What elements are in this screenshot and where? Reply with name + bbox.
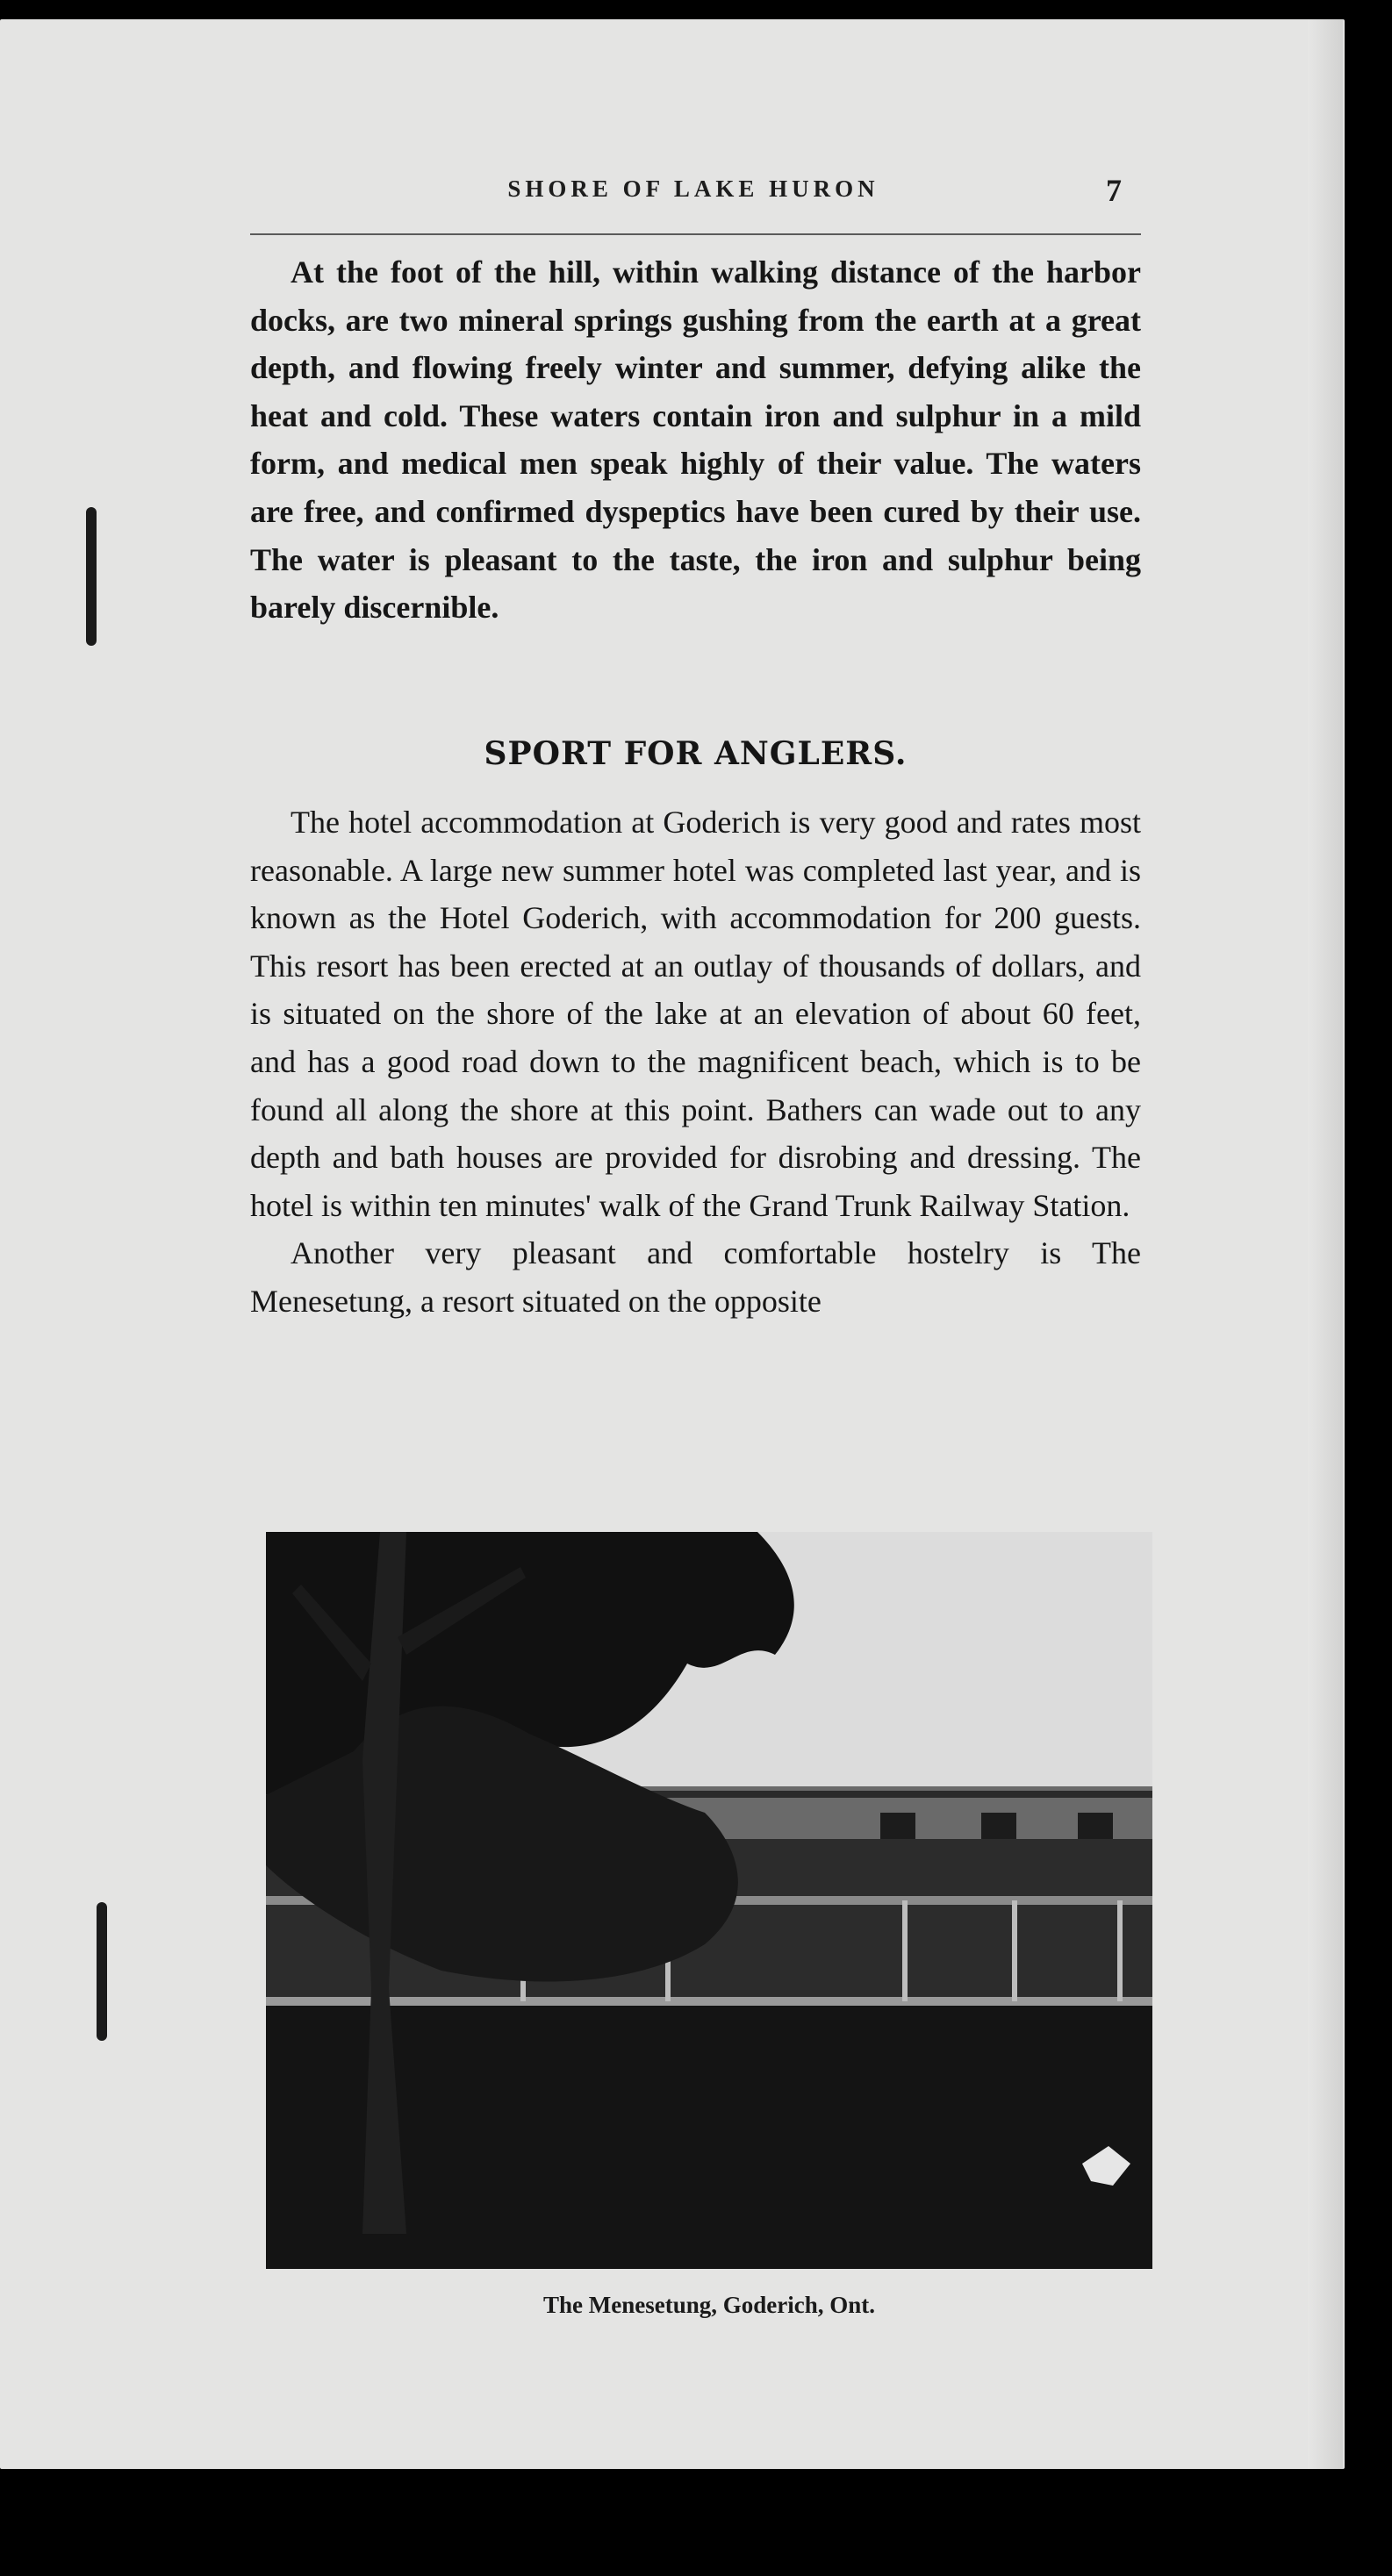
- section-heading: SPORT FOR ANGLERS.: [484, 735, 908, 772]
- paragraph-menesetung: Another very pleasant and comfortable hostelry is The Menesetung, a resort situated on the opposite: [250, 1235, 1141, 1319]
- body-text-top: [250, 248, 1141, 632]
- page-number: 7: [1106, 173, 1122, 208]
- binding-mark-upper: [86, 507, 97, 646]
- photo-illustration: [266, 1532, 1152, 2269]
- header-rule: [250, 233, 1141, 235]
- binding-mark-lower: [97, 1902, 107, 2041]
- body-text-bottom: [250, 798, 1141, 1326]
- photo-caption: The Menesetung, Goderich, Ont.: [543, 2292, 875, 2318]
- paragraph-mineral-springs: At the foot of the hill, within walking distance of the harbor docks, are two mineral springs gushing from the earth at a great depth, and flowing freely winter and summer, defying alike the heat and cold. These waters contain iron and sulphur in a mild form, and medical men speak highly of their value. The waters are free, and confirmed dyspeptics have been cured by their use. The water is pleasant to the taste, the iron and sulphur being barely discernible.: [250, 254, 1141, 626]
- running-head: SHORE OF LAKE HURON: [507, 175, 879, 202]
- hotel-photograph: [266, 1532, 1152, 2269]
- paragraph-hotel-accommodation: The hotel accommodation at Goderich is very good and rates most reasonable. A large new summer hotel was completed last year, and is known as the Hotel Goderich, with accommodation for 200 guests. This resort has been erected at an outlay of thousands of dollars, and is situated on the shore of the lake at an elevation of about 60 feet, and has a good road down to the magnificent beach, which is to be found all along the shore at this point. Bathers can wade out to any depth and bath houses are provided for disrobing and dressing. The hotel is within ten minutes' walk of the Grand Trunk Railway Station.: [250, 805, 1141, 1223]
- page-edge-shadow: [1308, 19, 1343, 2469]
